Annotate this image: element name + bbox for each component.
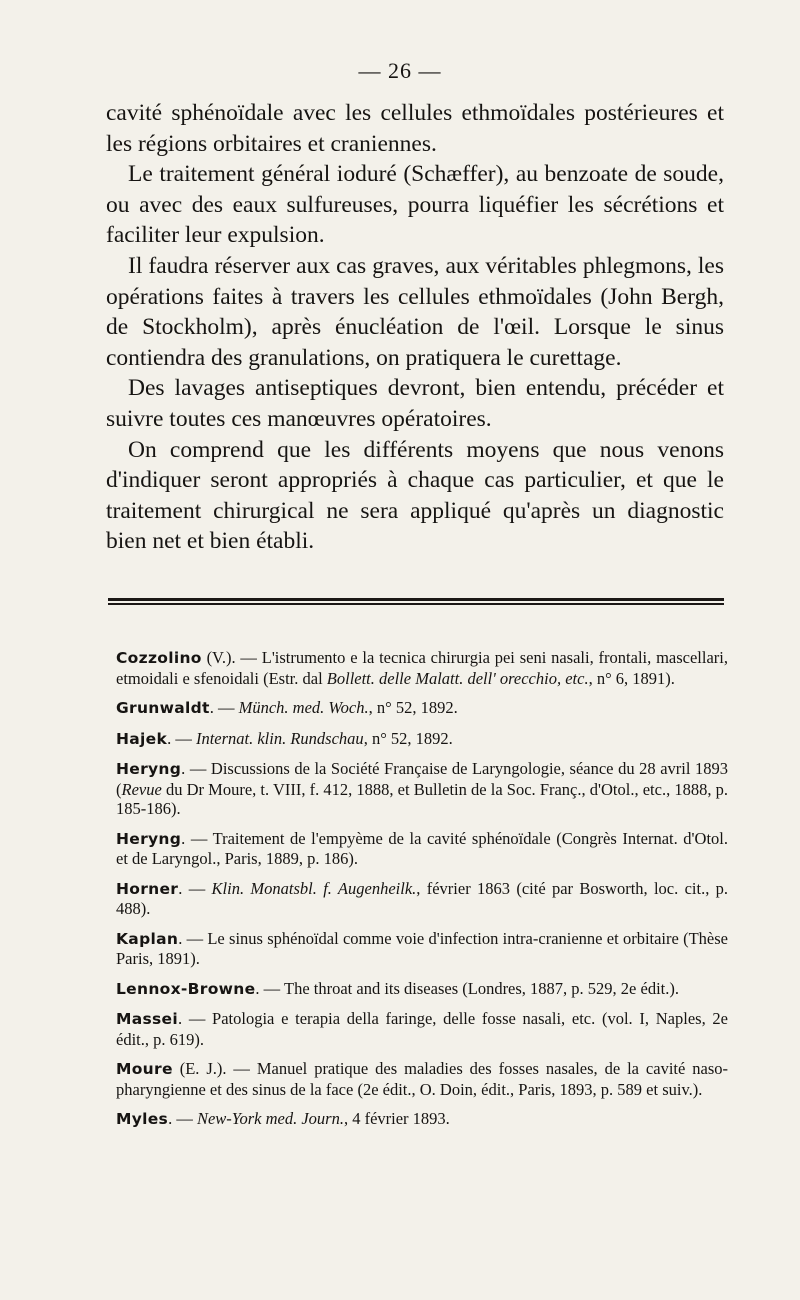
entry-author: Hajek — [116, 729, 168, 748]
bibliography — [116, 648, 728, 1140]
entry-text: . — Traitement de l'empyème de la cavité sphénoïdale (Congrès Internat. d'Otol. et de Laryngol., Paris, 1889, p. 186). — [116, 828, 728, 868]
section-rule — [108, 603, 724, 605]
section-rule — [108, 598, 724, 601]
bibliography-entry — [116, 648, 728, 688]
bibliography-entry — [116, 698, 728, 719]
entry-title: Internat. klin. Rundschau — [195, 728, 364, 748]
bibliography-entry — [116, 879, 728, 919]
entry-author: Lennox-Browne — [116, 979, 256, 998]
entry-text: , 4 février 1893. — [343, 1109, 450, 1128]
paragraph: Le traitement général ioduré (Schæffer), au benzoate de soude, ou avec des eaux sulfureuses, pourra liquéfier les sécrétions et faciliter leur expulsion. — [106, 161, 724, 249]
entry-author: Cozzolino — [116, 649, 202, 667]
entry-author: Massei — [116, 1010, 178, 1028]
paragraph: cavité sphénoïdale avec les cellules ethmoïdales postérieures et les régions orbitaires et craniennes. — [106, 100, 724, 157]
bibliography-entry — [116, 979, 728, 1000]
entry-text: du Dr Moure, t. VIII, f. 412, 1888, et Bulletin de la Soc. Franç., d'Otol., etc., 1888, p. 185-186). — [116, 779, 728, 818]
entry-author: Horner — [116, 879, 179, 898]
bibliography-entry — [116, 1059, 728, 1099]
entry-text: , février 1863 (cité par Bosworth, loc. cit., p. 488). — [116, 878, 729, 918]
entry-text: , n° 52, 1892. — [363, 728, 453, 748]
bibliography-entry — [116, 1109, 728, 1130]
entry-text: . — — [168, 1109, 197, 1128]
paragraph: Il faudra réserver aux cas graves, aux véritables phlegmons, les opérations faites à travers les cellules ethmoïdales (John Bergh, de Stockholm), après énucléation de l'œil. Lorsque le sinus contiendra des granulations, on pratiquera le curettage. — [106, 252, 724, 371]
entry-title: New-York med. Journ. — [196, 1109, 344, 1128]
entry-author: Kaplan — [116, 929, 179, 948]
entry-text: (E. J.). — Manuel pratique des maladies des fosses nasales, de la cavité naso-pharyngienne et des sinus de la face (2e édit., O. Doin, édit., Paris, 1893, p. 589 et suiv.). — [116, 1059, 728, 1099]
entry-author: Moure — [116, 1060, 173, 1078]
entry-author: Heryng — [116, 829, 182, 848]
paragraph: On comprend que les différents moyens que nous venons d'indiquer seront appropriés à chaque cas particulier, et que le traitement chirurgical ne sera appliqué qu'après un diagnostic bien net et bien établi. — [106, 436, 724, 555]
entry-author: Heryng — [116, 760, 182, 778]
entry-title: Münch. med. Woch. — [238, 698, 369, 717]
entry-text: . — Le sinus sphénoïdal comme voie d'infection intra-cranienne et orbitaire (Thèse Paris, 1891). — [116, 928, 728, 968]
entry-title: Revue — [121, 779, 162, 799]
page-number: — 26 — — [358, 58, 442, 83]
entry-text: (V.). — L'istrumento e la tecnica chirurgia pei seni nasali, frontali, mascellari, etmoidali e sfenoidali (Estr. dal — [116, 648, 728, 688]
bibliography-entry — [116, 829, 728, 869]
entry-text: . — — [178, 878, 212, 898]
entry-text: . — — [167, 728, 196, 748]
paragraph: Des lavages antiseptiques devront, bien entendu, précéder et suivre toutes ces manœuvres opératoires. — [106, 375, 724, 432]
body-text — [106, 98, 724, 557]
bibliography-entry — [116, 729, 728, 750]
entry-author: Grunwaldt — [116, 699, 210, 717]
bibliography-entry — [116, 929, 728, 969]
bibliography-entry — [116, 759, 728, 819]
entry-text: . — Patologia e terapia della faringe, delle fosse nasali, etc. (vol. I, Naples, 2e édit., p. 619). — [116, 1009, 728, 1049]
entry-text: . — The throat and its diseases (Londres, 1887, p. 529, 2e édit.). — [255, 978, 679, 998]
entry-text: . — — [209, 698, 239, 717]
entry-text: . — Discussions de la Société Française de Laryngologie, séance du 28 avril 1893 ( — [116, 759, 728, 799]
entry-title: Bollett. delle Malatt. dell' orecchio, etc. — [326, 668, 589, 688]
entry-text: , n° 6, 1891). — [588, 668, 675, 688]
entry-text: , n° 52, 1892. — [368, 698, 458, 717]
entry-author: Myles — [116, 1110, 169, 1128]
bibliography-entry — [116, 1009, 728, 1049]
entry-title: Klin. Monatsbl. f. Augenheilk. — [211, 878, 417, 898]
